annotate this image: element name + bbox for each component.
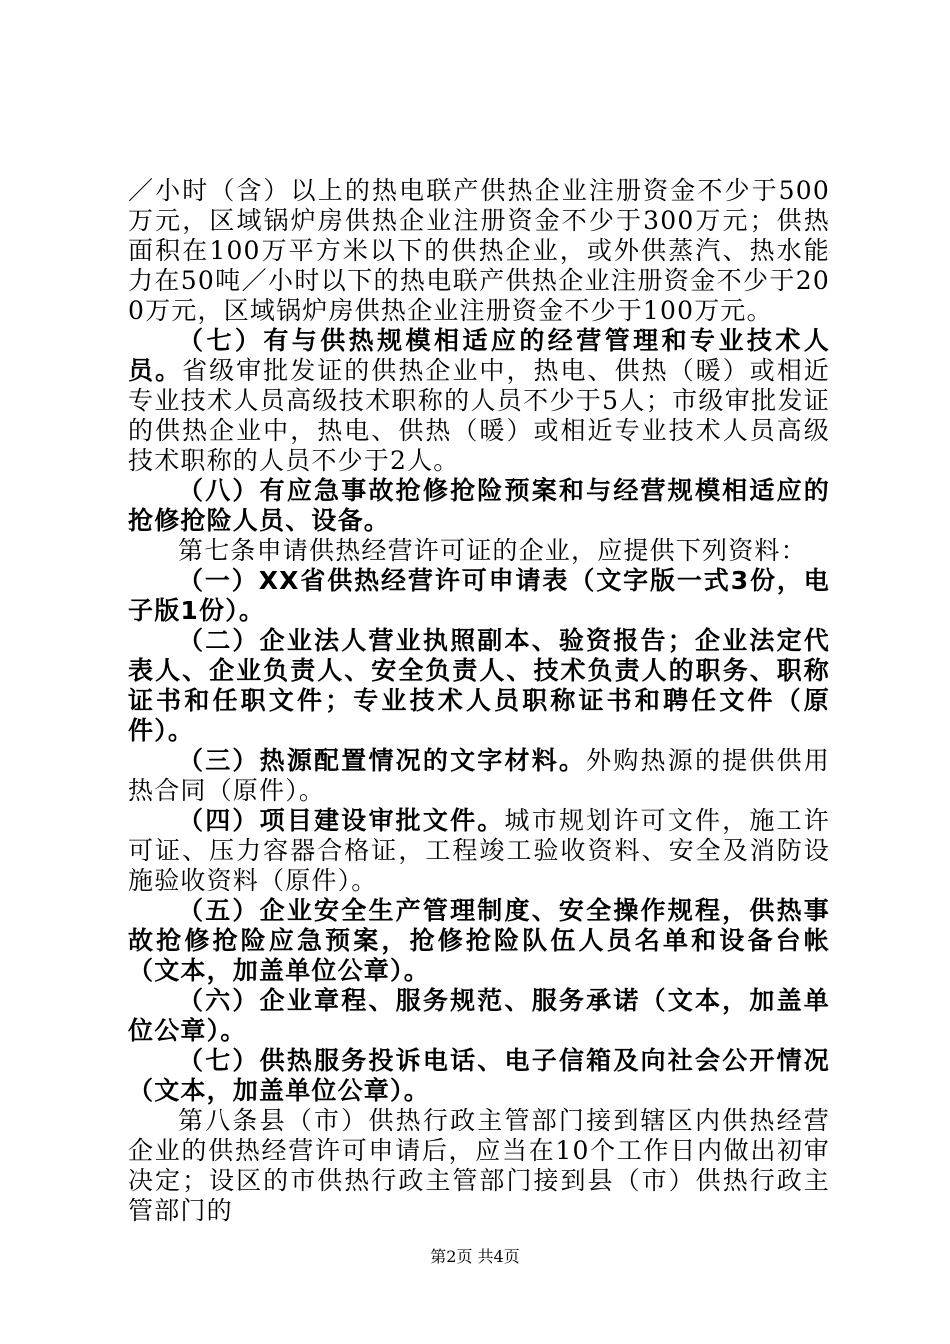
page-number-footer: 第2页 共4页 xyxy=(430,1247,520,1266)
paragraph-heading: （三）热源配置情况的文字材料。 xyxy=(178,746,587,775)
paragraph-heading: （四）项目建设审批文件。 xyxy=(178,806,505,835)
paragraph-personnel-requirement xyxy=(128,326,830,476)
paragraph-item-heat-source xyxy=(128,746,830,806)
paragraph-item-safety-management xyxy=(128,896,830,986)
paragraph-text: ／小时（含）以上的热电联产供热企业注册资金不少于500万元，区域锅炉房供热企业注册资金不少于300万元；供热面积在100万平方米以下的供热企业，或外供蒸汽、热水能力在50吨／小时以下的热电联产供热企业注册资金不少于200万元，区域锅炉房供热企业注册资金不少于100万元。 xyxy=(128,176,830,325)
paragraph-heading: （八）有应急事故抢修抢险预案和与经营规模相适应的抢修抢险人员、设备。 xyxy=(128,476,830,535)
paragraph-heading: （五）企业安全生产管理制度、安全操作规程，供热事故抢修抢险应急预案，抢修抢险队伍人员名单和设备台帐（文本，加盖单位公章）。 xyxy=(128,896,830,985)
paragraph-heading: （七）有与供热规模相适应的经营管理和专业技术人员。 xyxy=(128,326,830,385)
paragraph-article-seven xyxy=(128,536,830,566)
paragraph-item-complaint-hotline xyxy=(128,1046,830,1106)
paragraph-text: 城市规划许可文件，施工许可证、压力容器合格证，工程竣工验收资料、安全及消防设施验收资料（原件）。 xyxy=(128,806,830,895)
paragraph-heading: （七）供热服务投诉电话、电子信箱及向社会公开情况（文本，加盖单位公章）。 xyxy=(128,1046,830,1105)
paragraph-text: 省级审批发证的供热企业中，热电、供热（暖）或相近专业技术人员高级技术职称的人员不少于5人；市级审批发证的供热企业中，热电、供热（暖）或相近专业技术人员高级技术职称的人员不少于2人。 xyxy=(128,356,830,475)
paragraph-heading: （二）企业法人营业执照副本、验资报告；企业法定代表人、企业负责人、安全负责人、技术负责人的职务、职称证书和任职文件；专业技术人员职称证书和聘任文件（原件）。 xyxy=(128,626,830,745)
paragraph-item-charter xyxy=(128,986,830,1046)
paragraph-text: 第八条县（市）供热行政主管部门接到辖区内供热经营企业的供热经营许可申请后，应当在10个工作日内做出初审决定；设区的市供热行政主管部门接到县（市）供热行政主管部门的 xyxy=(128,1106,830,1225)
paragraph-heading: （六）企业章程、服务规范、服务承诺（文本，加盖单位公章）。 xyxy=(128,986,830,1045)
paragraph-text: 外购热源的提供供用热合同（原件）。 xyxy=(128,746,830,805)
paragraph-text: 第七条申请供热经营许可证的企业，应提供下列资料： xyxy=(178,536,807,565)
paragraph-item-project-approval xyxy=(128,806,830,896)
paragraph-emergency-plan xyxy=(128,476,830,536)
paragraph-article-eight xyxy=(128,1106,830,1226)
paragraph-item-business-license xyxy=(128,626,830,746)
document-body xyxy=(128,176,830,1226)
paragraph-heading: （一）XX省供热经营许可申请表（文字版一式3份，电子版1份）。 xyxy=(128,566,830,625)
paragraph-capital-requirements xyxy=(128,176,830,326)
paragraph-item-application-form xyxy=(128,566,830,626)
